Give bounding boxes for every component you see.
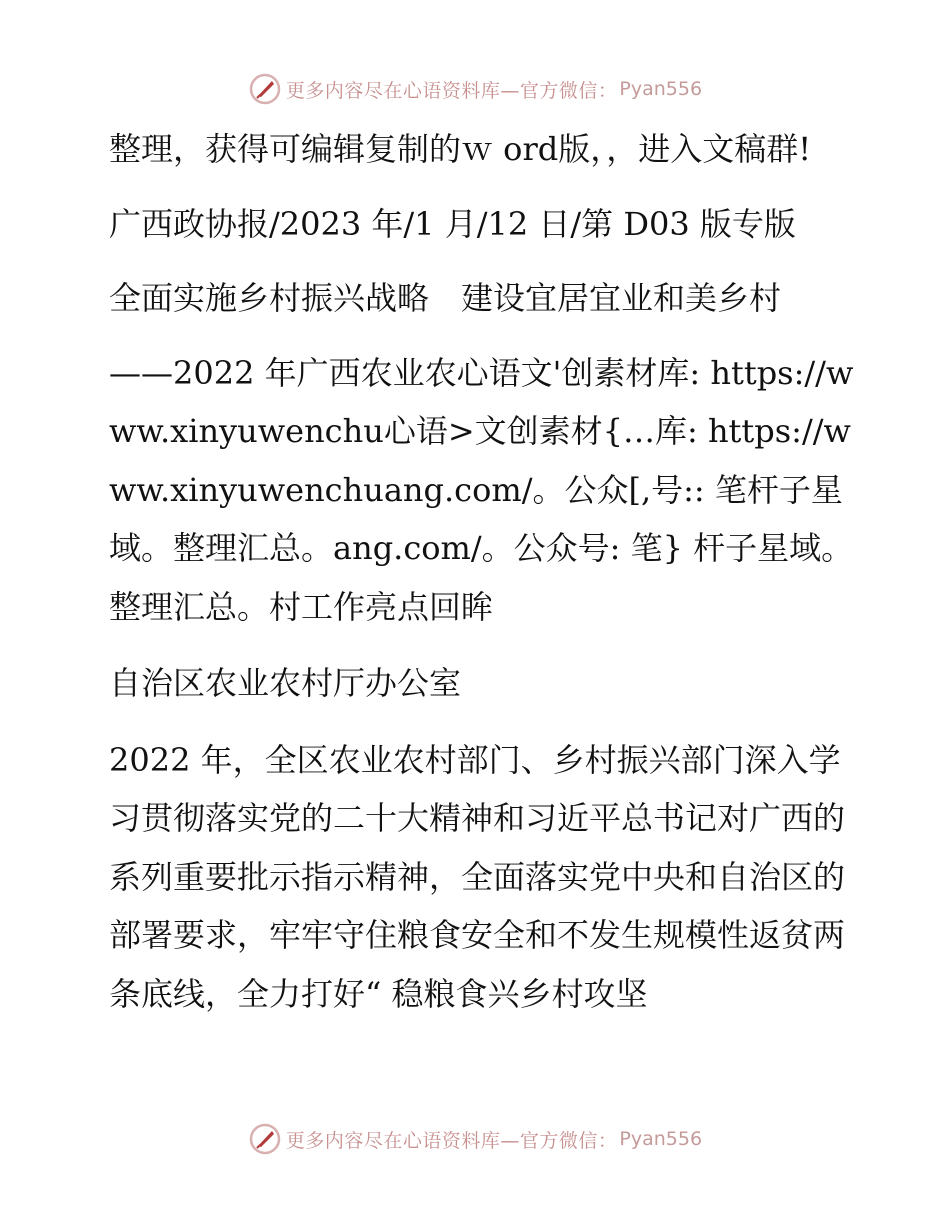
paragraph-subtitle: ——2022 年广西农业农心语文'创素材库: https://www.xinyuwenchu心语>文创素材{…库: https://www.xinyuwenchuang.com/。公众[,号:: 笔杆子星域。整理汇总。ang.com/。公众号: 笔} 杆子星域。整理汇总。村工作亮点回眸 (109, 353, 854, 626)
quill-logo-icon (248, 1122, 282, 1156)
watermark-text: 更多内容尽在心语资料库—官方微信： (285, 79, 618, 102)
paragraph-body: 2022 年，全区农业农村部门、乡村振兴部门深入学习贯彻落实党的二十大精神和习近平总书记对广西的系列重要批示指示精神，全面落实党中央和自治区的部署要求，牢牢守住粮食安全和不发生规模性返贫两条底线，全力打好“ 稳粮食兴乡村攻坚 (109, 740, 846, 1013)
watermark-text: 更多内容尽在心语资料库—官方微信： (285, 1129, 618, 1152)
paragraph-source-line: 广西政协报/2023 年/1 月/12 日/第 D03 版专版 (109, 204, 796, 243)
paragraph-author: 自治区农业农村厅办公室 (109, 664, 462, 702)
footer-watermark (0, 1122, 950, 1156)
watermark-handle: Pyan556 (619, 78, 703, 100)
quill-logo-icon (248, 72, 282, 106)
paragraph-headline: 全面实施乡村振兴战略 建设宜居宜业和美乡村 (109, 279, 782, 317)
document-body (97, 120, 857, 1023)
paragraph-intro: 整理，获得可编辑复制的ｗ ord版，，进入文稿群! (109, 130, 812, 168)
watermark-handle: Pyan556 (619, 1128, 703, 1150)
header-watermark (0, 72, 950, 106)
